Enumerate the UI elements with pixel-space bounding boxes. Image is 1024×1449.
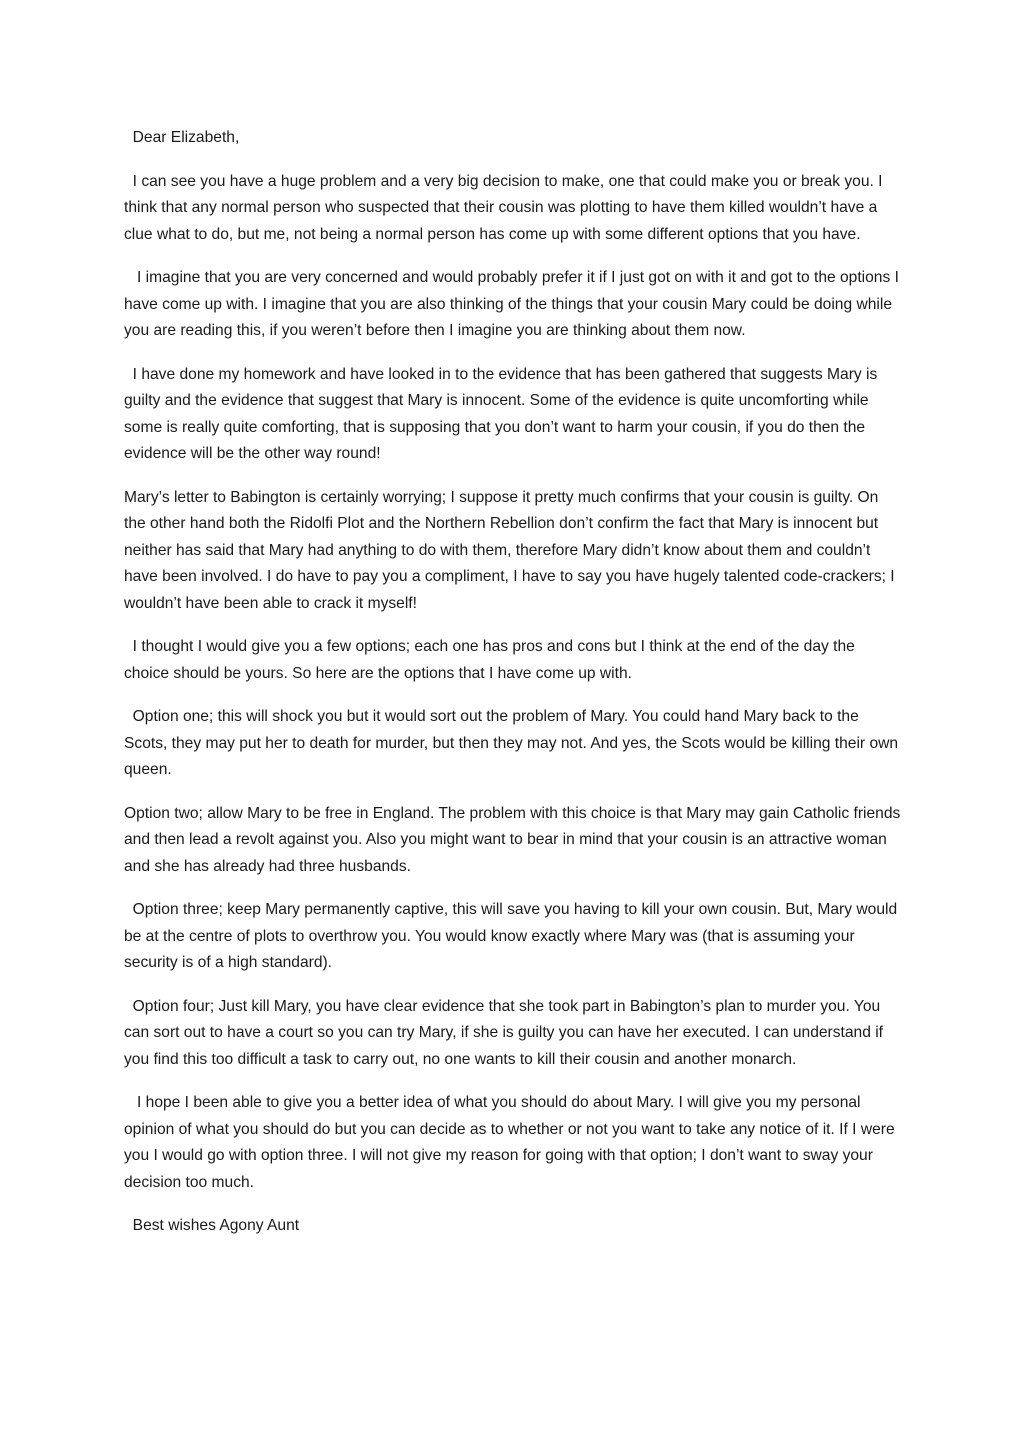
- letter-paragraph-9: Option four; Just kill Mary, you have clear evidence that she took part in Babington’s plan to murder you. You can sort out to have a court so you can try Mary, if she is guilty you can have her executed. I can understand if you find this too difficult a task to carry out, no one wants to kill their cousin and another monarch.: [124, 997, 888, 1068]
- letter-paragraph-4: Mary’s letter to Babington is certainly worrying; I suppose it pretty much confirms that your cousin is guilty. On the other hand both the Ridolfi Plot and the Northern Rebellion don’t confirm the fact that Mary is innocent but neither has said that Mary had anything to do with them, therefore Mary didn’t know about them and couldn’t have been involved. I do have to pay you a compliment, I have to say you have hugely talented code-crackers; I wouldn’t have been able to crack it myself!: [124, 488, 899, 612]
- letter-paragraph-10: I hope I been able to give you a better idea of what you should do about Mary. I will give you my personal opinion of what you should do but you can decide as to whether or not you want to take any notice of it. If I were you I would go with option three. I will not give my reason for going with that option; I don’t want to sway your decision too much.: [124, 1094, 899, 1191]
- letter-paragraph-2: I imagine that you are very concerned and would probably prefer it if I just got on with it and got to the options I have come up with. I imagine that you are also thinking of the things that your cousin Mary could be doing while you are reading this, if you weren’t before then I imagine you are thinking about them now.: [124, 269, 904, 339]
- letter-paragraph-6: Option one; this will shock you but it would sort out the problem of Mary. You could hand Mary back to the Scots, they may put her to death for murder, but then they may not. And yes, the Scots would be killing their own queen.: [124, 708, 903, 778]
- letter-paragraph-5: I thought I would give you a few options; each one has pros and cons but I think at the end of the day the choice should be yours. So here are the options that I have come up with.: [124, 638, 860, 682]
- letter-paragraph-7: Option two; allow Mary to be free in England. The problem with this choice is that Mary may gain Catholic friends and then lead a revolt against you. Also you might want to bear in mind that your cousin is an attractive woman and she has already had three husbands.: [124, 804, 905, 875]
- letter-paragraph-3: I have done my homework and have looked in to the evidence that has been gathered that suggests Mary is guilty and the evidence that suggest that Mary is innocent. Some of the evidence is quite uncomforting while some is really quite comforting, that is supposing that you don’t want to harm your cousin, if you do then the evidence will be the other way round!: [124, 365, 882, 462]
- letter-paragraph-8: Option three; keep Mary permanently captive, this will save you having to kill your own cousin. But, Mary would be at the centre of plots to overthrow you. You would know exactly where Mary was (that is assuming your security is of a high standard).: [124, 901, 902, 971]
- letter-closing: Best wishes Agony Aunt: [124, 1217, 300, 1234]
- letter-salutation: Dear Elizabeth,: [124, 129, 240, 146]
- letter-page: [124, 125, 904, 1257]
- letter-paragraph-1: I can see you have a huge problem and a very big decision to make, one that could make you or break you. I think that any normal person who suspected that their cousin was plotting to have them killed wouldn’t have a clue what to do, but me, not being a normal person has come up with some different options that you have.: [124, 172, 887, 243]
